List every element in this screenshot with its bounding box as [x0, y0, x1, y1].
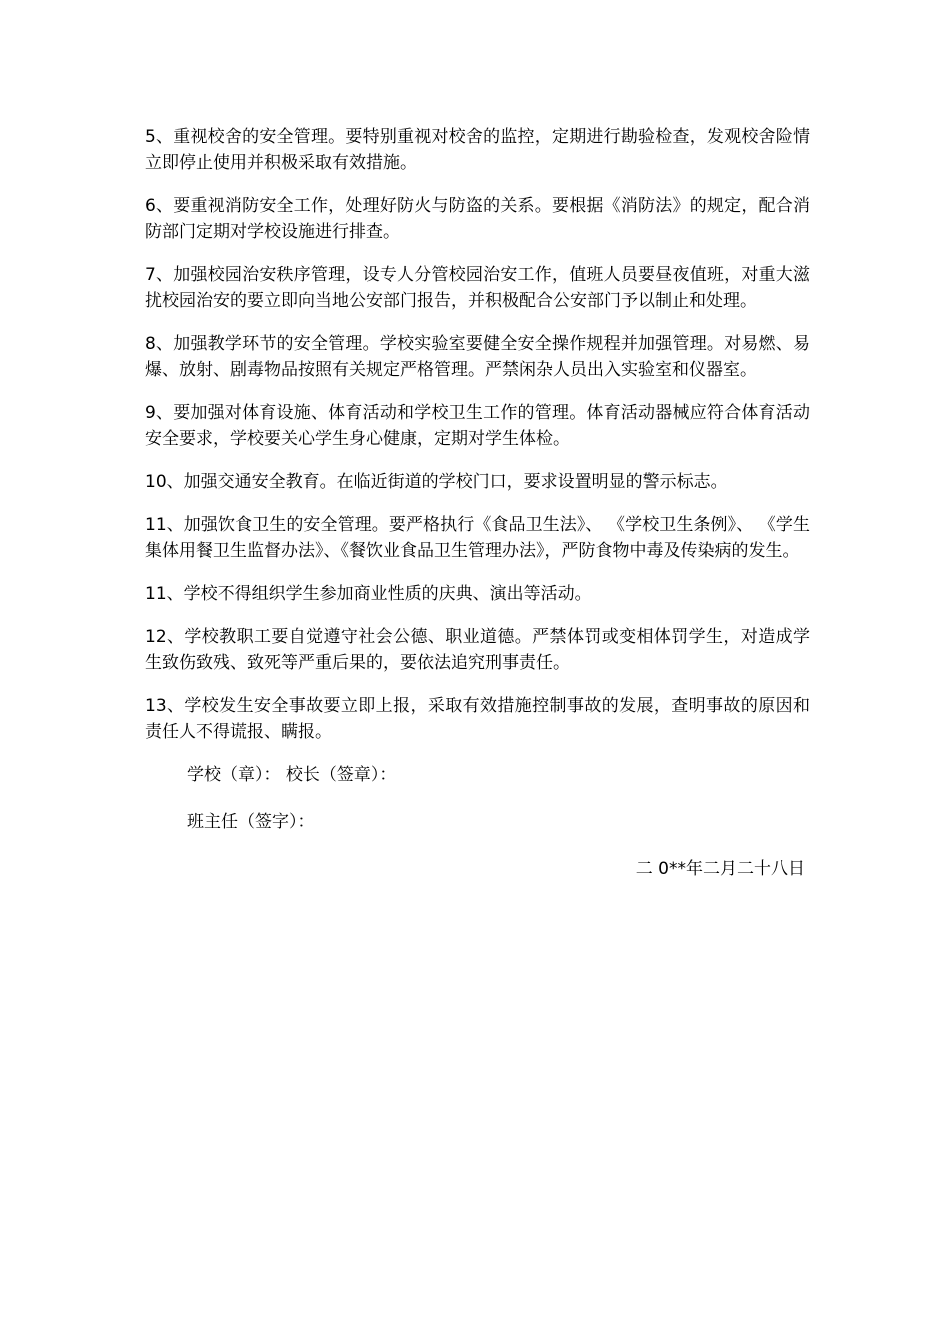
clause-5: 5、重视校舍的安全管理。要特别重视对校舍的监控，定期进行勘验检查，发观校舍险情立即停止使用并积极采取有效措施。 [145, 127, 810, 173]
document-date: 二 0**年二月二十八日 [635, 859, 805, 879]
clause-7: 7、加强校园治安秩序管理，设专人分管校园治安工作，值班人员要昼夜值班，对重大滋扰校园治安的要立即向当地公安部门报告，并积极配合公安部门予以制止和处理。 [145, 265, 810, 311]
document-page [145, 124, 810, 882]
clause-6: 6、要重视消防安全工作，处理好防火与防盗的关系。要根据《消防法》的规定，配合消防部门定期对学校设施进行排查。 [145, 196, 810, 242]
clause-12: 12、学校教职工要自觉遵守社会公德、职业道德。严禁体罚或变相体罚学生，对造成学生致伤致残、致死等严重后果的，要依法追究刑事责任。 [145, 627, 810, 673]
teacher-signature-line: 班主任（签字）： [187, 812, 315, 832]
clause-11a: 11、加强饮食卫生的安全管理。要严格执行《食品卫生法》、 《学校卫生条例》、 《学生集体用餐卫生监督办法》、《餐饮业食品卫生管理办法》，严防食物中毒及传染病的发生。 [145, 515, 810, 561]
clause-10: 10、加强交通安全教育。在临近街道的学校门口，要求设置明显的警示标志。 [145, 472, 728, 492]
clause-11b: 11、学校不得组织学生参加商业性质的庆典、演出等活动。 [145, 584, 592, 604]
school-signature-line: 学校（章）： 校长（签章）： [187, 765, 397, 785]
clause-13: 13、学校发生安全事故要立即上报，采取有效措施控制事故的发展，查明事故的原因和责任人不得谎报、瞒报。 [145, 696, 810, 742]
clause-8: 8、加强教学环节的安全管理。学校实验室要健全安全操作规程并加强管理。对易燃、易爆、放射、剧毒物品按照有关规定严格管理。严禁闲杂人员出入实验室和仪器室。 [145, 334, 810, 380]
clause-9: 9、要加强对体育设施、体育活动和学校卫生工作的管理。体育活动器械应符合体育活动安全要求，学校要关心学生身心健康，定期对学生体检。 [145, 403, 810, 449]
